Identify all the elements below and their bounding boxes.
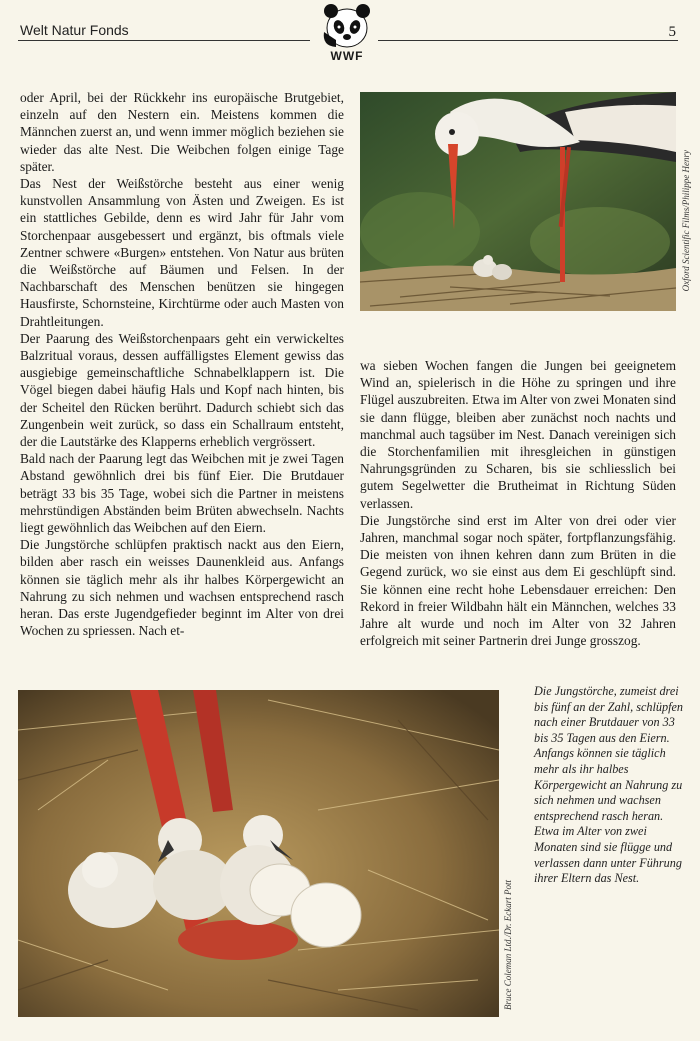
- photo-caption: Die Jungstörche, zumeist drei bis fünf an der Zahl, schlüpfen nach einer Brutdauer von 33 bis 35 Tagen aus den Eiern. Anfangs können sie täglich mehr als ihr halbes Körpergewicht an Nahrung zu sich nehmen und wachsen entsprechend rasch heran. Etwa im Alter von zwei Monaten sind sie flügge und verlassen dann unter Führung ihrer Eltern das Nest.: [534, 684, 683, 886]
- paragraph: Die Jungstörche schlüpfen praktisch nackt aus den Eiern, bilden aber rasch ein weisses Daunenkleid aus. Anfangs können sie täglich mehr als ihr halbes Körpergewicht an Nahrung zu sich nehmen und wachsen entsprechend rasch heran. Das erste Jugendgefieder beginnt im Alter von drei Wochen zu spriessen. Nach et-: [20, 537, 344, 639]
- right-text-column: [360, 357, 676, 649]
- chicks-photo: [18, 690, 499, 1017]
- header-rule-right: [378, 40, 678, 41]
- header-rule-left: [18, 40, 310, 41]
- left-text-column: [20, 89, 344, 640]
- paragraph: oder April, bei der Rückkehr ins europäische Brutgebiet, einzeln auf den Nestern ein. Meistens kommen die Männchen zuerst an, und wenn immer möglich beziehen sie wieder das alte Nest. Die Weibchen folgen einige Tage später.: [20, 90, 344, 174]
- paragraph: Das Nest der Weißstörche besteht aus einer wenig kunstvollen Ansammlung von Ästen und Zweigen. Es ist ein stattliches Gebilde, denn es wird Jahr für Jahr vom Storchenpaar ausgebessert und ergänzt, bis oftmals viele Zentner schwere «Burgen» entstehen. Von Natur aus brüten die Weißstörche auf Bäumen und Felsen. In der Nachbarschaft des Menschen benützen sie hingegen Hausfirste, Schornsteine, Kirchtürme oder auch Masten von Drahtleitungen.: [20, 176, 344, 329]
- photo-credit-bottom: Bruce Coleman Ltd./Dr. Eckart Pott: [503, 880, 513, 1010]
- paragraph: Bald nach der Paarung legt das Weibchen mit je zwei Tagen Abstand gewöhnlich drei bis fünf Eier. Die Brutdauer beträgt 33 bis 35 Tage, wobei sich die Partner in meistens mehrstündigen Abständen beim Brüten abwechseln. Nachts liegt gewöhnlich das Weibchen auf den Eiern.: [20, 451, 344, 536]
- paragraph: wa sieben Wochen fangen die Jungen bei geeignetem Wind an, spielerisch in die Höhe zu springen und ihre Flügel auszubreiten. Etwa im Alter von zwei Monaten sind sie dann flügge, bleiben aber zunächst noch nachts und manchmal auch tagsüber im Nest. Danach vereinigen sich die Storchenfamilien mit ihresgleichen in günstigen Nahrungsgründen zu Scharen, bis sie schliesslich bei gutem Segelwetter die Brutheimat in Richtung Süden verlassen.: [360, 358, 676, 511]
- header-title: Welt Natur Fonds: [20, 22, 129, 38]
- logo-text: WWF: [330, 49, 364, 63]
- paragraph: Der Paarung des Weißstorchenpaars geht ein verwickeltes Balzritual voraus, dessen auffälligstes Element gewiss das ausgiebige gemeinschaftliche Schnabelklappern ist. Die Vögel biegen dabei häufig Hals und Kopf nach hinten, bis der Scheitel den Rücken berührt. Dadurch schiebt sich das Zungenbein weit zurück, so dass ein Schallraum entsteht, der die Lautstärke des Klapperns erheblich vergrössert.: [20, 330, 344, 450]
- panda-icon: [322, 2, 372, 48]
- stork-photo: [360, 92, 676, 311]
- page-number: 5: [668, 24, 676, 40]
- wwf-logo: [320, 2, 374, 64]
- photo-credit-top: Oxford Scientific Films/Philippe Henry: [681, 150, 691, 292]
- paragraph: Die Jungstörche sind erst im Alter von drei oder vier Jahren, manchmal sogar noch später, fortpflanzungsfähig. Die meisten von ihnen kehren dann zum Brüten in die Gegend zurück, wo sie einst aus dem Ei geschlüpft sind. Sie können eine recht hohe Lebensdauer erreichen: Den Rekord in freier Wildbahn hält ein Männchen, welches 33 Jahre alt wurde und noch im Alter von 32 Jahren erfolgreich mit seiner Partnerin drei Junge grosszog.: [360, 512, 676, 649]
